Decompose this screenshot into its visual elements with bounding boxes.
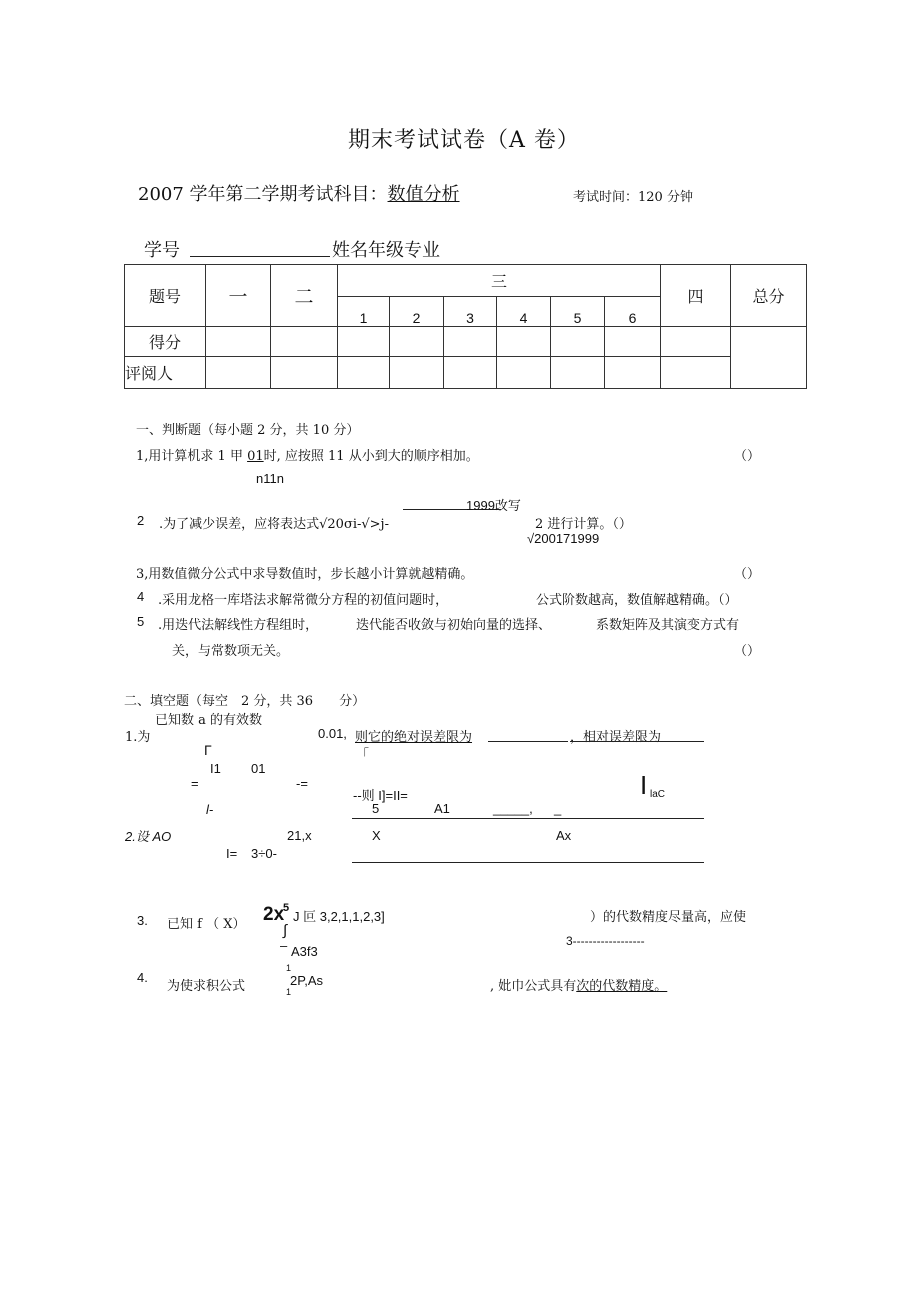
tf-q1-answer[interactable]: （） [733,449,760,464]
sub-col-5: 5 [551,297,605,327]
score-cell[interactable] [444,327,497,357]
fill-q3-exp: 5 [283,902,290,914]
reviewer-cell[interactable] [605,357,661,389]
col-section-1: 一 [206,265,271,327]
tf-q2-top [466,495,521,514]
tf-q2-mid: 2 进行计算。（） [535,517,632,532]
reviewer-cell[interactable] [444,357,497,389]
tf-q2-bottom: √200171999 [527,531,600,546]
fill-q3-2x: 2x [263,904,285,925]
score-cell[interactable] [390,327,444,357]
fill-q3-blank[interactable]: 3------------------ [566,934,645,948]
garbled-eq: = [191,776,199,791]
tf-q2-top-num: 1999 [466,498,495,513]
tf-q1-sub: n11n [256,471,284,486]
fill-q4-text: 为使求积公式 [167,979,246,994]
section2-heading: 二、填空题（每空 2 分，共 36 分） [124,694,366,709]
fill-q2-21x: 21,x [287,828,312,843]
fill-q3-rest: J 叵 3,2,1,1,2,3] [293,909,385,924]
fill-q1-number: 1.为 [125,730,151,745]
fill-q3-end: ）的代数精度尽量高，应使 [590,910,747,925]
fill-q2-blank-1[interactable] [352,818,704,819]
score-cell[interactable] [661,327,731,357]
section1-heading: 一、判断题（每小题 2 分，共 10 分） [136,423,360,438]
fill-q3-a3f3: A3f3 [291,944,318,959]
name-line: 姓名年级专业 [332,240,440,261]
garbled-blank: _____, [493,801,533,816]
fill-q3-dash: – [280,938,288,953]
tf-q3-answer[interactable]: （） [733,567,760,582]
fill-q4-end-text: , 妣巾公式具有 [490,979,577,994]
tf-q5-text2: 迭代能否收敛与初始向量的选择、 [356,618,552,633]
sub-col-3: 3 [444,297,497,327]
fill-q1-rel: ，相对误差限为 [570,730,662,745]
exam-time: 考试时间：120 分钟 [573,190,693,205]
fill-q3-integral: ∫ [283,922,288,939]
tf-q4-text2: 公式阶数越高，数值解越精确。（） [536,593,738,608]
tf-q4-number: 4 [137,589,145,604]
fill-q3-text: 已知 f （ X） [167,917,246,932]
tf-q1-underlined: 01 [247,449,264,464]
fill-q3-number: 3. [137,913,148,928]
col-total: 总分 [731,265,807,327]
reviewer-cell[interactable] [497,357,551,389]
fill-q2-ax: Ax [556,828,572,843]
fill-q2-i: I= [226,846,238,861]
reviewer-cell[interactable] [390,357,444,389]
score-cell[interactable] [551,327,605,357]
fill-q1-rel-blank[interactable] [570,741,704,742]
reviewer-row-label: 评阅人 [125,357,206,389]
fill-q2-30: 3÷0- [251,846,277,861]
sub-col-6: 6 [605,297,661,327]
col-section-3: 三 [338,265,661,297]
tf-q4-text: .采用龙格一库塔法求解常微分方程的初值问题时， [158,593,449,608]
fill-q4-2pas: 2P,As [290,973,324,988]
score-cell[interactable] [271,327,338,357]
tf-q5-number: 5 [137,614,145,629]
fill-q2-x: X [372,828,381,843]
fill-q2-label: 2.设 AO [125,829,172,844]
page-title: 期末考试试卷（A 卷） [348,128,580,153]
tf-q5-text: .用迭代法解线性方程组时， [158,618,319,633]
fill-q1-value: 0.01, [318,726,347,741]
fill-q1-text: 则它的绝对误差限为 [355,730,473,745]
score-cell[interactable] [497,327,551,357]
col-section-4: 四 [661,265,731,327]
garbled-bracket: 「 [356,748,370,763]
reviewer-cell[interactable] [551,357,605,389]
reviewer-cell[interactable] [661,357,731,389]
fill-q2-blank-2[interactable] [352,862,704,863]
tf-q5-cont: 关，与常数项无关。 [172,644,290,659]
exam-subject: 数值分析 [387,184,460,205]
garbled-lac: lаC [650,789,666,800]
sub-col-2: 2 [390,297,444,327]
student-id-field[interactable] [190,256,330,257]
sub-col-1: 1 [338,297,390,327]
total-score-cell[interactable] [731,327,807,389]
score-row-label: 得分 [125,327,206,357]
score-cell[interactable] [338,327,390,357]
garbled-I-large: I [640,770,648,800]
garbled-01: 01 [251,761,266,776]
reviewer-cell[interactable] [271,357,338,389]
tf-q1-text: 1,用计算机求 1 甲 [136,449,248,464]
student-id-label: 学号 [144,240,180,261]
tf-question-3: 3,用数值微分公式中求导数值时，步长越小计算就越精确。 [136,567,474,582]
fill-q4-lower: 1 [286,987,292,997]
fill-q1-abs-blank[interactable] [488,741,568,742]
score-table [124,264,807,389]
fill-q4-end [490,975,667,994]
fill-q4-number: 4. [137,970,148,985]
tf-q2-top-rest: 改写 [494,499,521,514]
score-cell[interactable] [206,327,271,357]
reviewer-cell[interactable] [338,357,390,389]
garbled-5: 5 [372,801,380,816]
tf-question-1 [136,445,479,464]
garbled-underscore: _ [554,801,562,816]
garbled-minus-eq: -= [296,776,308,791]
question-number-header: 题号 [125,265,206,327]
reviewer-cell[interactable] [206,357,271,389]
tf-q2-text: .为了减少误差，应将表达式√20σi-√>j- [159,517,389,532]
exam-term-label: 2007 学年第二学期考试科目： [138,184,388,205]
garbled-i1: I1 [210,761,221,776]
tf-q2-number: 2 [137,513,145,528]
score-cell[interactable] [605,327,661,357]
exam-term-line [138,180,460,206]
garbled-gamma: Γ [204,742,212,758]
tf-q1-rest: 时, 应按照 11 从小到大的顺序相加。 [263,449,479,464]
tf-q5-text3: 系数矩阵及其演变方式有 [596,618,740,633]
garbled-l: l- [206,802,214,817]
sub-col-4: 4 [497,297,551,327]
garbled-then: --则 I]=II= [353,788,408,803]
fill-q4-upper: 1 [286,963,292,973]
garbled-a1: A1 [434,801,450,816]
col-section-2: 二 [271,265,338,327]
fill-q4-end-underlined: 次的代数精度。 [576,979,668,994]
fill-q1-pre: 已知数 a 的有效数 [155,713,263,728]
tf-q5-answer[interactable]: （） [733,644,760,659]
